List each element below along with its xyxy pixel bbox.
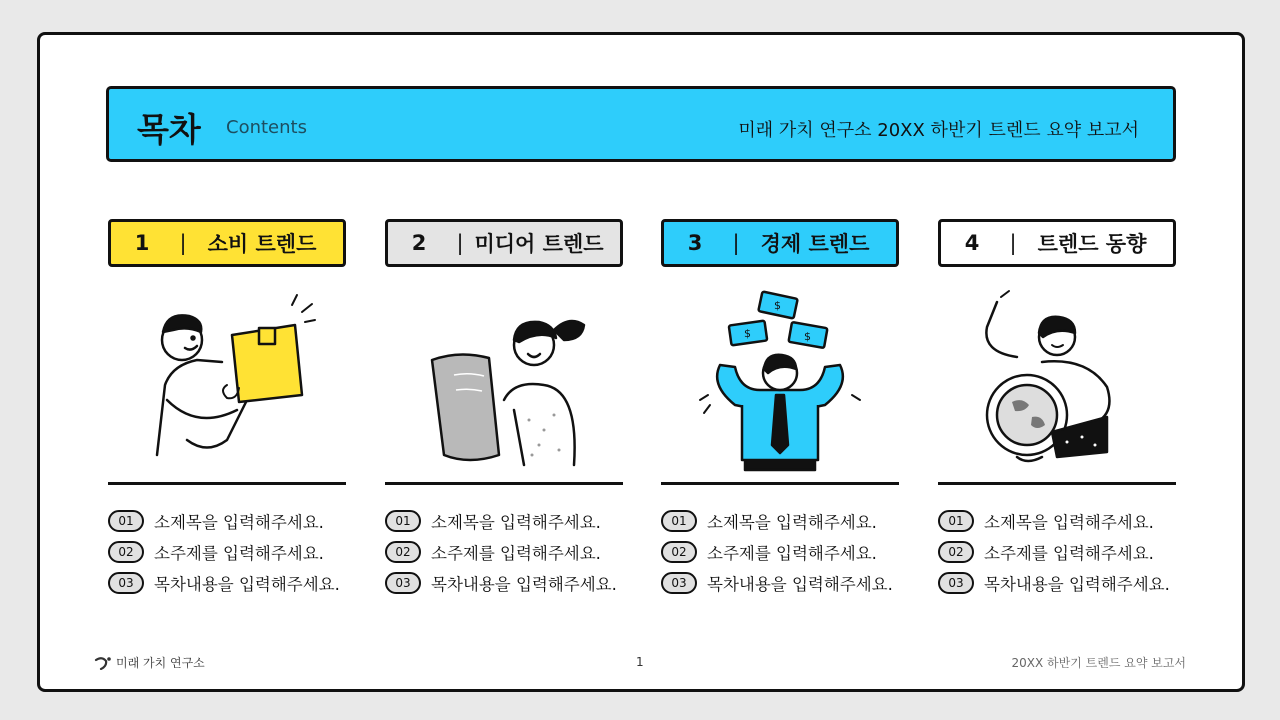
report-title: 미래 가치 연구소 20XX 하반기 트렌드 요약 보고서 — [738, 120, 1139, 141]
item-number-badge: 02 — [108, 541, 144, 563]
list-item[interactable] — [661, 567, 899, 598]
item-text: 목차내용을 입력해주세요. — [707, 574, 893, 594]
list-item[interactable] — [661, 505, 899, 536]
section-item-list — [661, 505, 899, 598]
section-number: 1 — [134, 231, 150, 255]
section-label: 소비 트렌드 — [207, 232, 317, 256]
section-number: 3 — [687, 231, 703, 255]
item-text: 목차내용을 입력해주세요. — [154, 574, 340, 594]
item-text: 목차내용을 입력해주세요. — [431, 574, 617, 594]
item-text: 소주제를 입력해주세요. — [431, 543, 601, 563]
footer-report-title: 20XX 하반기 트렌드 요약 보고서 — [1011, 656, 1186, 670]
woman-with-newspaper-illustration — [385, 277, 623, 482]
header-bar — [106, 86, 1176, 162]
item-text: 소주제를 입력해주세요. — [984, 543, 1154, 563]
item-number-badge: 03 — [938, 572, 974, 594]
item-text: 소주제를 입력해주세요. — [707, 543, 877, 563]
item-number-badge: 03 — [108, 572, 144, 594]
item-text: 목차내용을 입력해주세요. — [984, 574, 1170, 594]
list-item[interactable] — [938, 567, 1176, 598]
section-label-box[interactable] — [108, 219, 346, 267]
section-label-box[interactable] — [661, 219, 899, 267]
list-item[interactable] — [661, 536, 899, 567]
list-item[interactable] — [385, 567, 623, 598]
section-separator: | — [732, 231, 740, 255]
page-title: 목차 — [137, 110, 201, 149]
section-divider — [108, 482, 346, 485]
item-number-badge: 02 — [938, 541, 974, 563]
item-number-badge: 03 — [385, 572, 421, 594]
section-4 — [938, 219, 1176, 598]
section-separator: | — [1009, 231, 1017, 255]
list-item[interactable] — [108, 536, 346, 567]
item-number-badge: 01 — [938, 510, 974, 532]
svg-text:$: $ — [744, 326, 751, 340]
section-1 — [108, 219, 346, 598]
list-item[interactable] — [385, 505, 623, 536]
section-item-list — [938, 505, 1176, 598]
section-label: 트렌드 동향 — [1037, 232, 1147, 256]
item-number-badge: 01 — [108, 510, 144, 532]
section-number: 4 — [964, 231, 980, 255]
section-divider — [938, 482, 1176, 485]
section-label-box[interactable] — [385, 219, 623, 267]
section-label: 경제 트렌드 — [760, 232, 870, 256]
svg-text:$: $ — [774, 298, 781, 312]
item-number-badge: 01 — [385, 510, 421, 532]
footer-logo-text: 미래 가치 연구소 — [116, 656, 205, 670]
list-item[interactable] — [938, 505, 1176, 536]
page-number: 1 — [636, 655, 644, 669]
section-2 — [385, 219, 623, 598]
section-number: 2 — [411, 231, 427, 255]
svg-text:$: $ — [804, 329, 811, 343]
slide — [37, 32, 1245, 692]
item-text: 소제목을 입력해주세요. — [707, 512, 877, 532]
section-label-box[interactable] — [938, 219, 1176, 267]
item-number-badge: 02 — [661, 541, 697, 563]
item-text: 소제목을 입력해주세요. — [984, 512, 1154, 532]
section-divider — [661, 482, 899, 485]
item-number-badge: 03 — [661, 572, 697, 594]
list-item[interactable] — [938, 536, 1176, 567]
section-3 — [661, 219, 899, 598]
item-text: 소제목을 입력해주세요. — [154, 512, 324, 532]
man-with-globe-illustration — [938, 277, 1176, 482]
man-with-money-illustration — [661, 277, 899, 482]
list-item[interactable] — [385, 536, 623, 567]
list-item[interactable] — [108, 505, 346, 536]
item-text: 소주제를 입력해주세요. — [154, 543, 324, 563]
section-item-list — [385, 505, 623, 598]
item-text: 소제목을 입력해주세요. — [431, 512, 601, 532]
section-divider — [385, 482, 623, 485]
item-number-badge: 01 — [661, 510, 697, 532]
section-separator: | — [179, 231, 187, 255]
list-item[interactable] — [108, 567, 346, 598]
section-item-list — [108, 505, 346, 598]
section-label: 미디어 트렌드 — [474, 232, 604, 256]
page-subtitle: Contents — [226, 117, 307, 138]
person-with-box-illustration — [108, 277, 346, 482]
item-number-badge: 02 — [385, 541, 421, 563]
footer-logo — [94, 654, 205, 671]
logo-mark-icon — [94, 656, 112, 670]
section-separator: | — [456, 231, 464, 255]
